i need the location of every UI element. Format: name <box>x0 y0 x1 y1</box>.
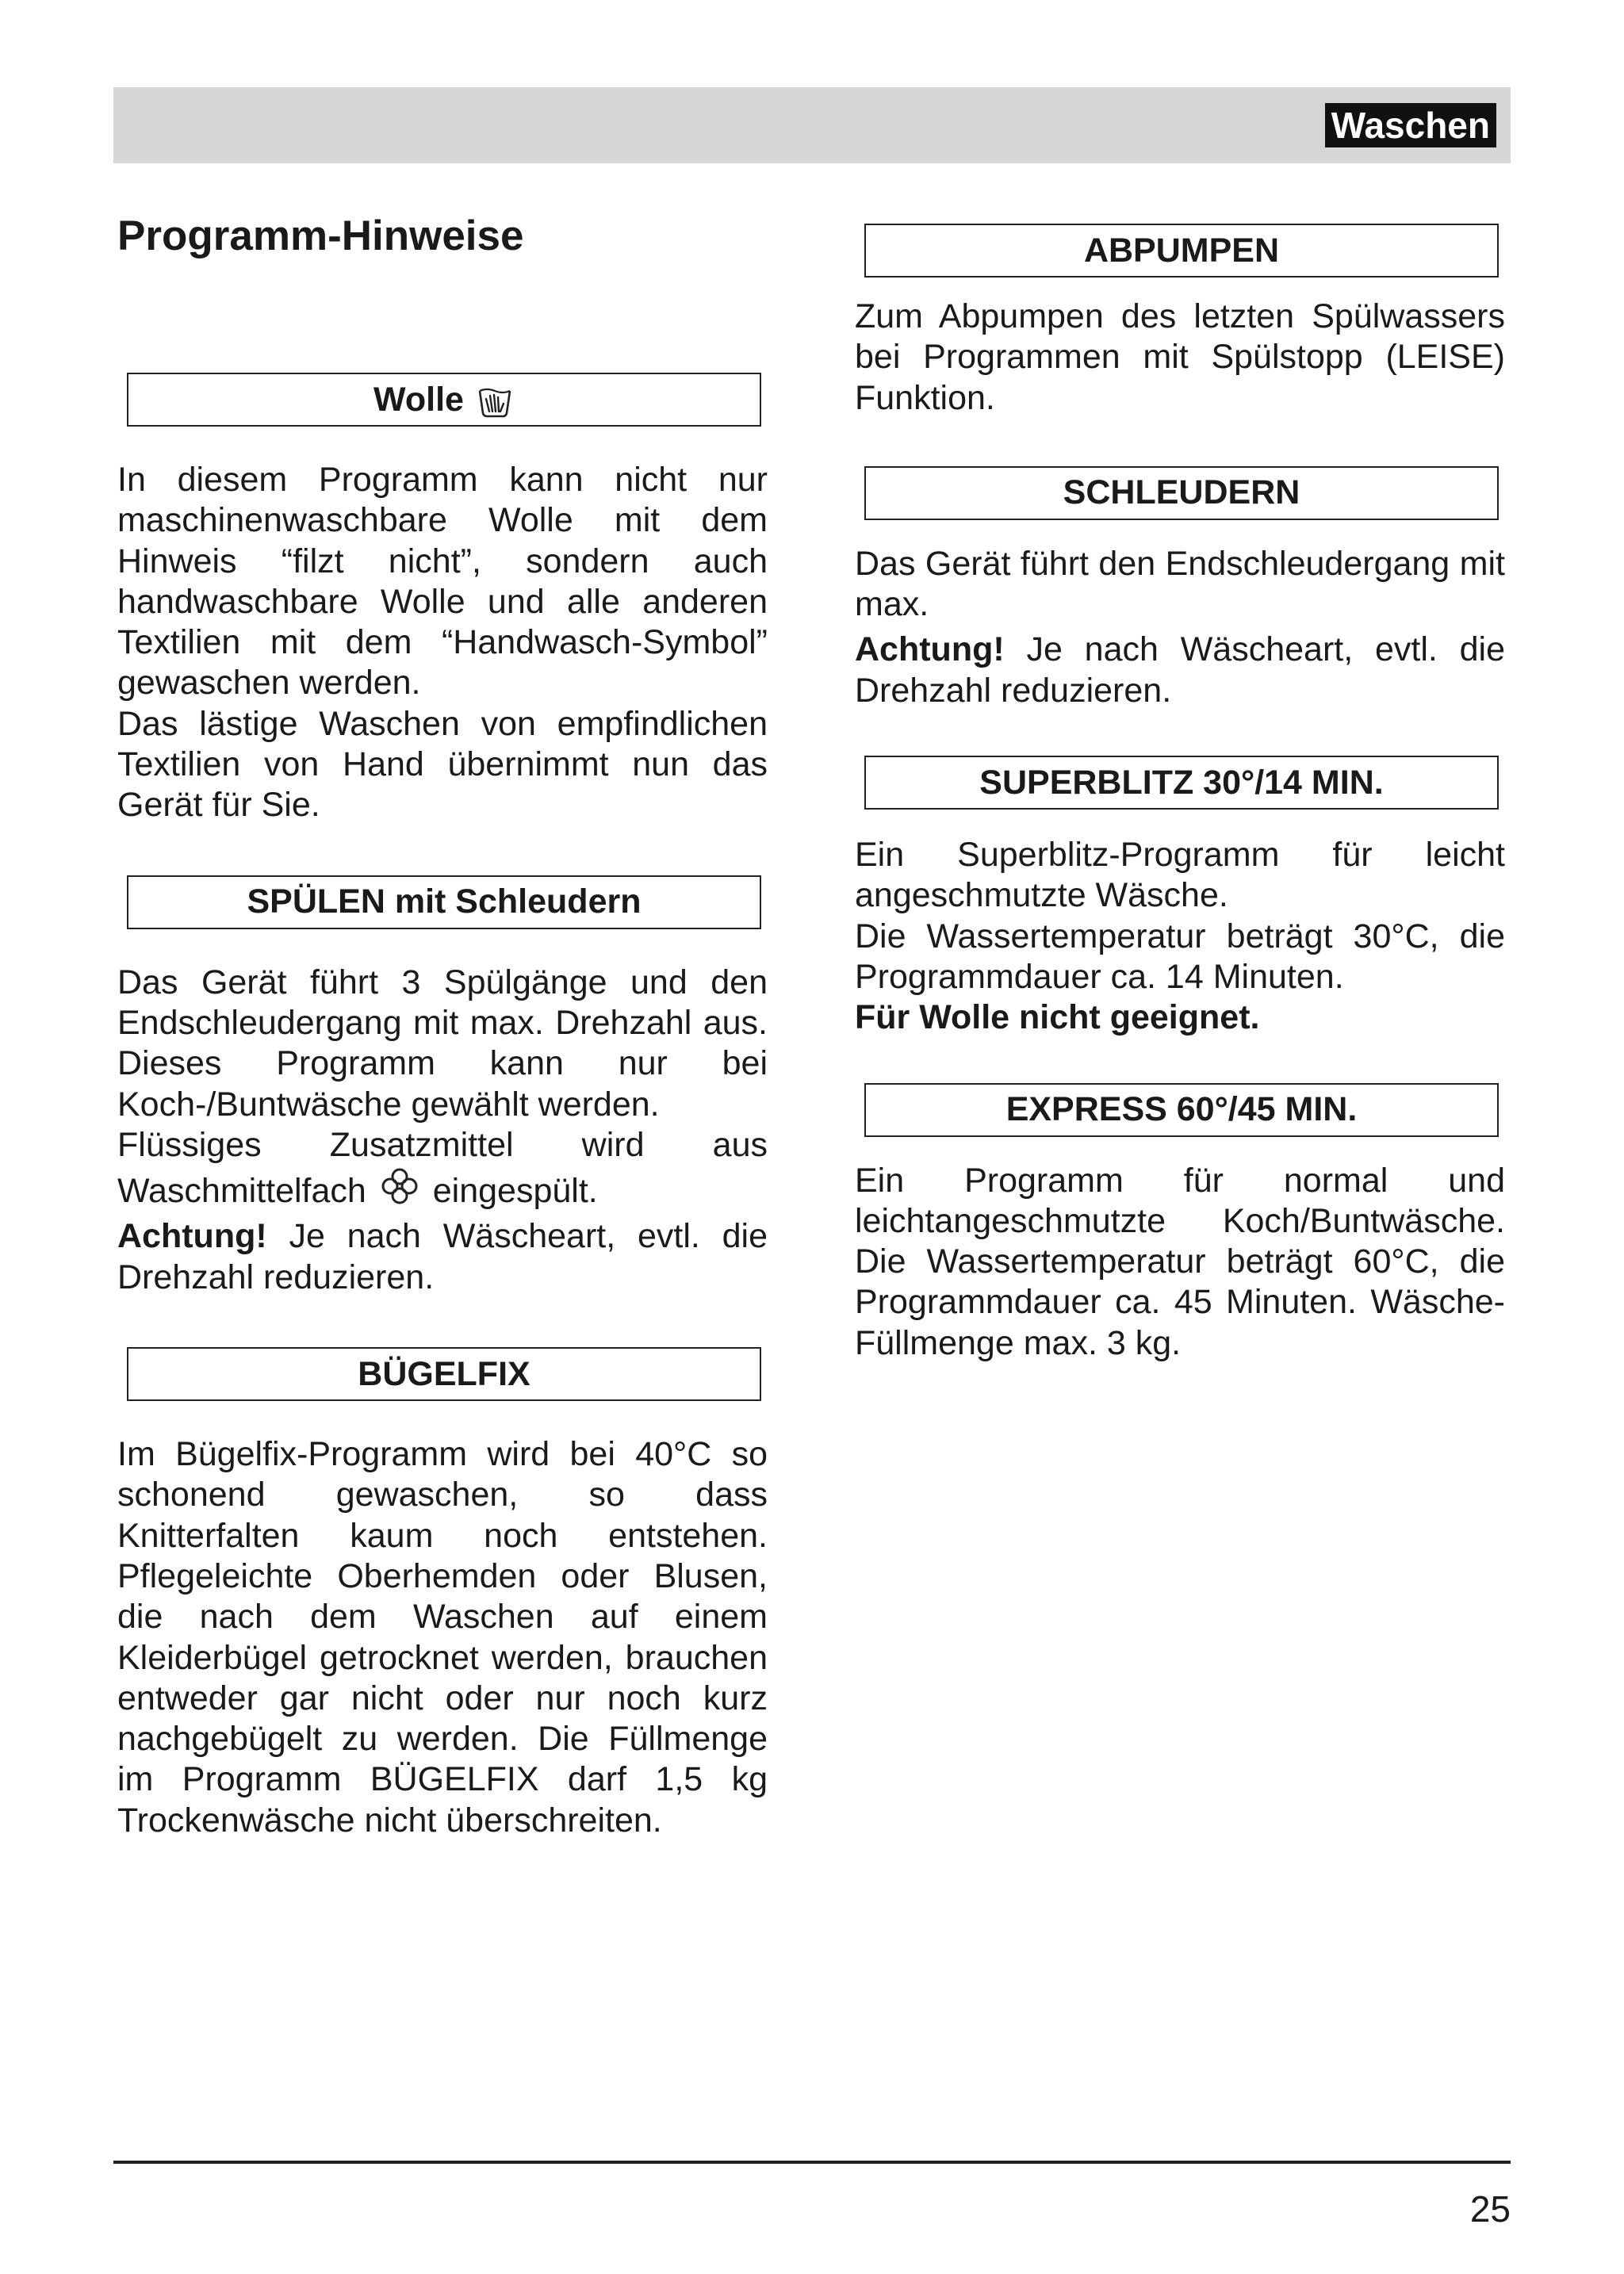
paragraph: Das lästige Waschen von empfindlichen Textilien von Hand übernimmt nun das Gerät für Sie. <box>117 704 768 825</box>
program-express <box>855 1083 1505 1364</box>
program-title: SUPERBLITZ 30°/14 MIN. <box>979 763 1384 802</box>
page-title: Programm-Hinweise <box>117 212 524 259</box>
program-spuelen <box>117 875 768 1298</box>
softener-paragraph <box>117 1125 768 1212</box>
program-abpumpen <box>855 224 1505 419</box>
footer-rule <box>113 2161 1511 2164</box>
header-bar <box>113 87 1511 163</box>
paragraph: Ein Programm für normal und leichtangeschmutzte Koch/Buntwäsche. Die Wassertemperatur beträgt 60°C, die Programmdauer ca. 45 Minuten. Wäsche-Füllmenge max. 3 kg. <box>855 1161 1505 1362</box>
paragraph: Zum Abpumpen des letzten Spülwassers bei Programmen mit Spülstopp (LEISE) Funktion. <box>855 297 1505 417</box>
program-buegelfix <box>117 1347 768 1841</box>
program-title-box <box>864 466 1499 520</box>
paragraph: Das Gerät führt 3 Spülgänge und den Endschleudergang mit max. Drehzahl aus. Dieses Programm kann nur bei Koch-/Buntwäsche gewählt werden. <box>117 963 768 1124</box>
program-title: ABPUMPEN <box>1083 231 1280 270</box>
program-superblitz <box>855 756 1505 1038</box>
bold-note-text: Für Wolle nicht geeignet. <box>855 998 1260 1037</box>
program-title: BÜGELFIX <box>358 1354 530 1393</box>
program-title-box <box>864 756 1499 810</box>
program-title: EXPRESS 60°/45 MIN. <box>1005 1090 1358 1129</box>
bold-note <box>855 997 1505 1038</box>
left-column <box>117 270 768 1841</box>
program-title: SPÜLEN mit Schleudern <box>247 882 642 921</box>
paragraph: Das Gerät führt den Endschleudergang mit max. <box>855 544 1505 624</box>
warning-text: Je nach Wäscheart, evtl. die Drehzahl reduzieren. <box>855 630 1505 710</box>
flower-softener-icon <box>379 1166 420 1207</box>
warning-paragraph <box>117 1216 768 1298</box>
program-title-box <box>127 1347 761 1401</box>
warning-label: Achtung! <box>855 630 1005 669</box>
warning-paragraph <box>855 630 1505 711</box>
softener-text-after: eingespült. <box>432 1172 598 1211</box>
program-wolle <box>117 373 768 826</box>
softener-text-before: Flüssiges Zusatzmittel wird aus Waschmittelfach <box>117 1125 768 1211</box>
program-title-box <box>864 1083 1499 1137</box>
section-tag: Waschen <box>1325 103 1496 147</box>
paragraph: Ein Superblitz-Programm für leicht angeschmutzte Wäsche. <box>855 836 1505 915</box>
program-title: Wolle <box>373 380 464 419</box>
warning-text: Je nach Wäscheart, evtl. die Drehzahl reduzieren. <box>117 1217 768 1296</box>
program-title-box <box>864 224 1499 278</box>
program-schleudern <box>855 466 1505 711</box>
paragraph: Die Wassertemperatur beträgt 30°C, die Programmdauer ca. 14 Minuten. <box>855 917 1505 996</box>
paragraph: Im Bügelfix-Programm wird bei 40°C so schonend gewaschen, so dass Knitterfalten kaum noch entstehen. Pflegeleichte Oberhemden oder Blusen, die nach dem Waschen auf einem Kleiderbügel getrocknet werden, brauchen entweder gar nicht oder nur noch kurz nachgebügelt zu werden. Die Füllmenge im Programm BÜGELFIX darf 1,5 kg Trockenwäsche nicht überschreiten. <box>117 1435 768 1839</box>
program-title-box <box>127 373 761 427</box>
program-title: SCHLEUDERN <box>1063 473 1300 512</box>
paragraph: In diesem Programm kann nicht nur maschinenwaschbare Wolle mit dem Hinweis “filzt nicht”, sondern auch handwaschbare Wolle und alle anderen Textilien mit dem “Handwasch-Symbol” gewaschen werden. <box>117 461 768 702</box>
page-number: 25 <box>1469 2188 1511 2230</box>
warning-label: Achtung! <box>117 1217 267 1256</box>
program-title-box <box>127 875 761 929</box>
hand-wash-icon <box>475 380 515 419</box>
right-column <box>855 224 1505 1364</box>
